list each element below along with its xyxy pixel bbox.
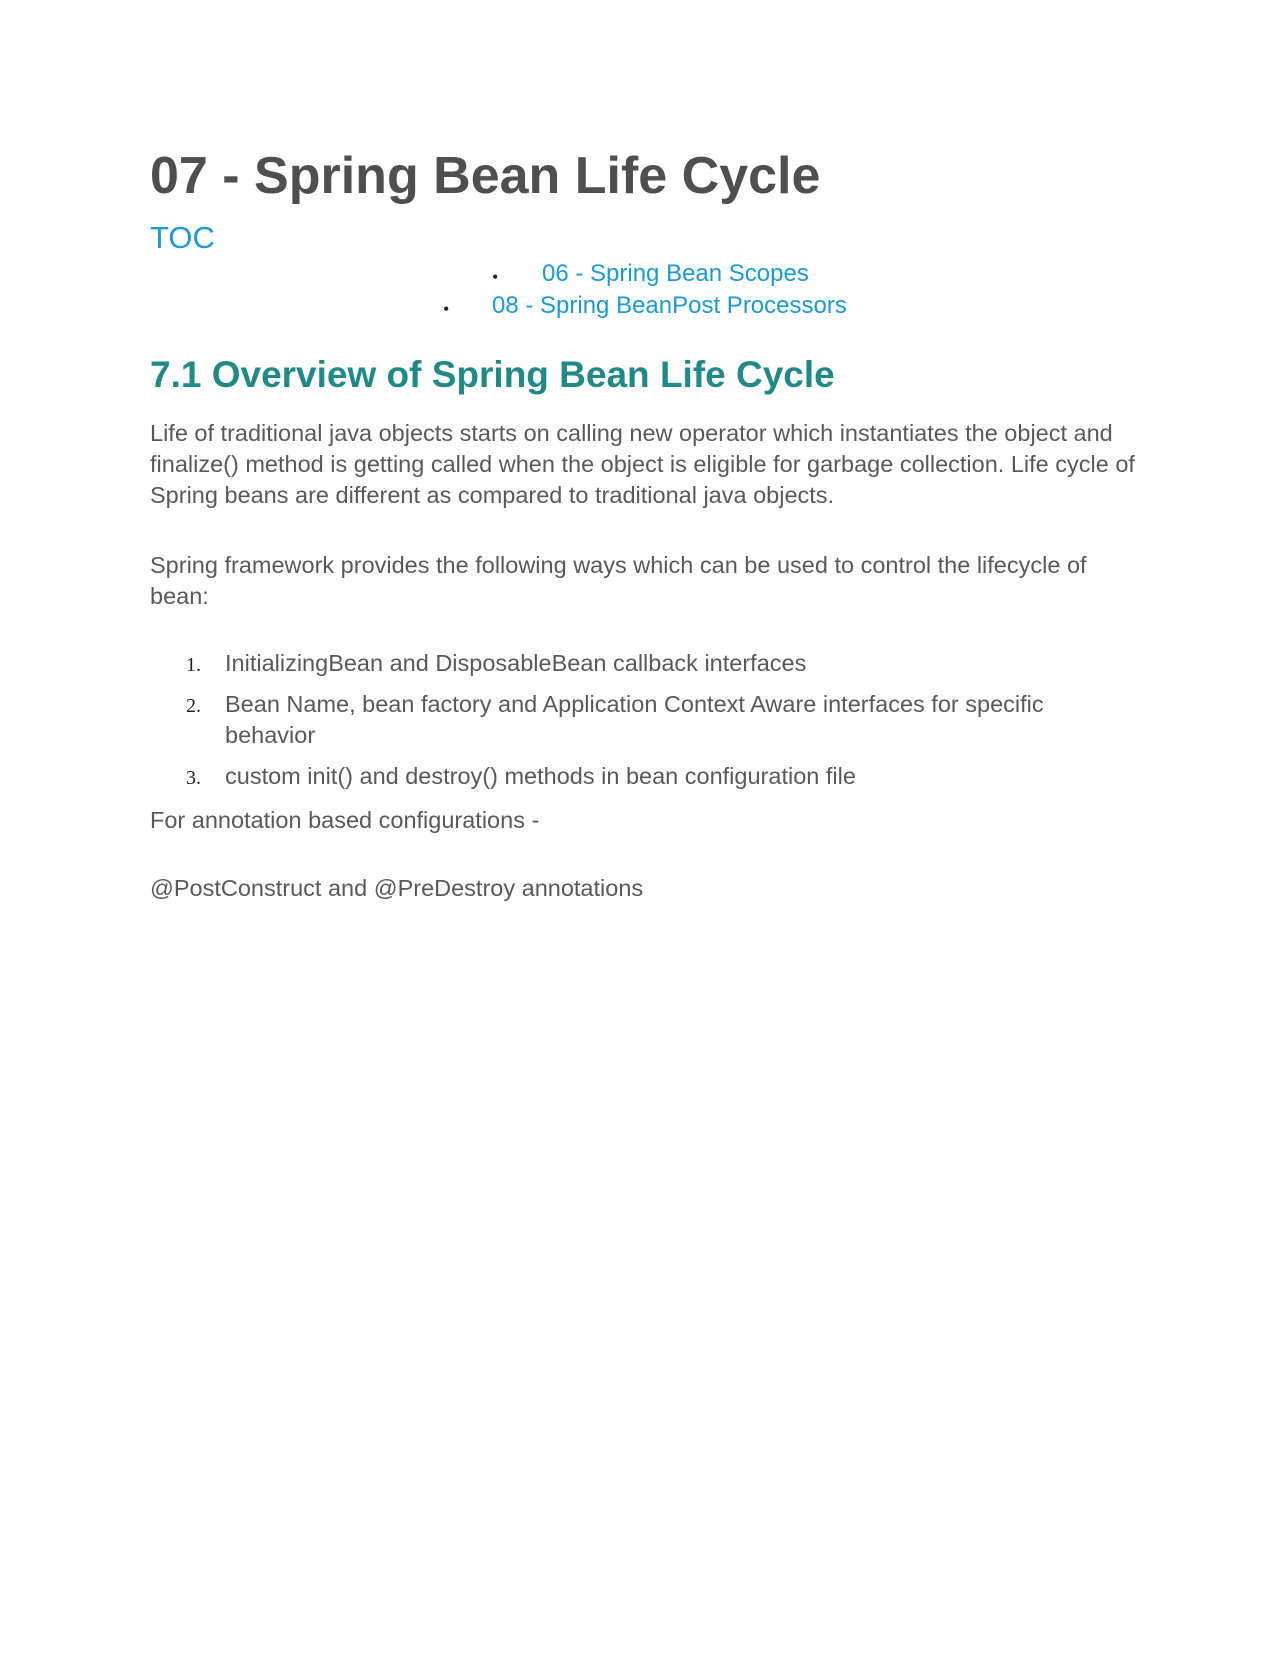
paragraph-annotation-config: For annotation based configurations -	[150, 807, 540, 833]
toc-link-beanpost-processors[interactable]: 08 - Spring BeanPost Processors	[492, 292, 847, 319]
toc-label: TOC	[150, 220, 215, 255]
list-number: 3.	[186, 767, 201, 789]
toc-bullet: •	[492, 267, 499, 287]
list-number: 2.	[186, 695, 201, 717]
list-item	[150, 761, 1140, 792]
list-item-text: Bean Name, bean factory and Application Context Aware interfaces for specific behavior	[225, 691, 1044, 748]
paragraph-framework-ways: Spring framework provides the following ways which can be used to control the lifecycle of bean:	[150, 552, 1087, 609]
list-item	[150, 648, 1140, 679]
paragraph-traditional-objects: Life of traditional java objects starts on calling new operator which instantiates the object and finalize() method is getting called when the object is eligible for garbage collection. Life cycle of Spring beans are different as compared to traditional java objects.	[150, 420, 1135, 508]
toc-bullet: •	[443, 299, 450, 319]
list-item-text: InitializingBean and DisposableBean callback interfaces	[225, 650, 807, 676]
list-number: 1.	[186, 654, 201, 676]
lifecycle-methods-list	[150, 648, 1140, 802]
section-heading: 7.1 Overview of Spring Bean Life Cycle	[150, 354, 835, 395]
list-item	[150, 689, 1140, 751]
paragraph-annotations: @PostConstruct and @PreDestroy annotations	[150, 875, 644, 901]
toc-link-spring-bean-scopes[interactable]: 06 - Spring Bean Scopes	[542, 260, 809, 287]
page-title: 07 - Spring Bean Life Cycle	[150, 147, 821, 205]
list-item-text: custom init() and destroy() methods in bean configuration file	[225, 763, 856, 789]
